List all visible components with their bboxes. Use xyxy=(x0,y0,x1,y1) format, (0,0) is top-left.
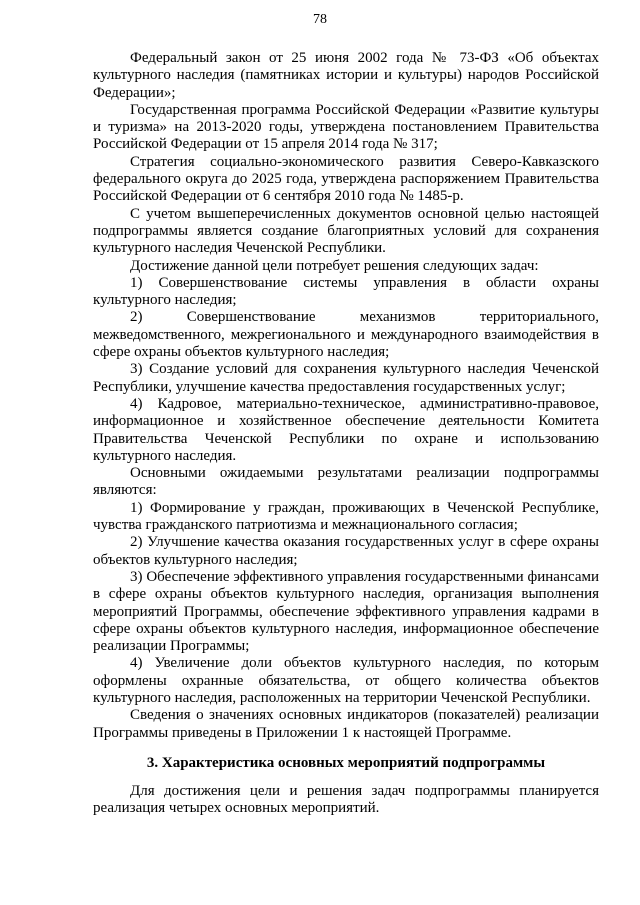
paragraph-main-activities: Для достижения цели и решения задач подпрограммы планируется реализация четырех основных мероприятий. xyxy=(93,783,599,817)
paragraph-tasks-intro: Достижение данной цели потребует решения следующих задач: xyxy=(130,257,539,274)
paragraph-result-2: 2) Улучшение качества оказания государственных услуг в сфере охраны объектов культурного наследия; xyxy=(93,534,599,568)
paragraph-task-4: 4) Кадровое, материально-техническое, административно-правовое, информационное и хозяйственное обеспечение деятельности Комитета Правительства Чеченской Республики по охране и использованию культурного наследия. xyxy=(93,395,599,464)
paragraph-result-3: 3) Обеспечение эффективного управления государственными финансами в сфере охраны объектов культурного наследия, организация выполнения мероприятий Программы, обеспечение эффективного управления кадрами в сфере охраны объектов культурного наследия, информационное обеспечение реализации Программы; xyxy=(93,568,599,655)
paragraph-result-1: 1) Формирование у граждан, проживающих в Чеченской Республике, чувства гражданского патриотизма и межнационального согласия; xyxy=(93,499,599,534)
paragraph-federal-law: Федеральный закон от 25 июня 2002 года № 73-ФЗ «Об объектах культурного наследия (памятниках истории и культуры) народов Российской Федерации»; xyxy=(93,50,599,101)
paragraph-indicators: Сведения о значениях основных индикаторов (показателей) реализации Программы приведены в Приложении 1 к настоящей Программе. xyxy=(93,707,599,741)
document-body xyxy=(93,50,599,818)
paragraph-main-goal: С учетом вышеперечисленных документов основной целью настоящей подпрограммы является создание благоприятных условий для сохранения культурного наследия Чеченской Республики. xyxy=(93,205,599,257)
paragraph-state-program: Государственная программа Российской Федерации «Развитие культуры и туризма» на 2013-2020 годы, утверждена постановлением Правительства Российской Федерации от 15 апреля 2014 года № 317; xyxy=(93,101,599,153)
page-number: 78 xyxy=(313,12,327,27)
paragraph-task-3: 3) Создание условий для сохранения культурного наследия Чеченской Республики, улучшение качества предоставления государственных услуг; xyxy=(93,361,599,395)
paragraph-task-1: 1) Совершенствование системы управления в области охраны культурного наследия; xyxy=(93,274,599,309)
section-heading: 3. Характеристика основных мероприятий подпрограммы xyxy=(146,754,546,771)
paragraph-task-2: 2) Совершенствование механизмов территориального, межведомственного, межрегионального и международного взаимодействия в сфере охраны объектов культурного наследия; xyxy=(93,309,599,361)
paragraph-results-intro: Основными ожидаемыми результатами реализации подпрограммы являются: xyxy=(93,465,599,499)
paragraph-result-4: 4) Увеличение доли объектов культурного наследия, по которым оформлены охранные обязательства, от общего количества объектов культурного наследия, расположенных на территории Чеченской Республики. xyxy=(93,655,599,706)
paragraph-strategy: Стратегия социально-экономического развития Северо-Кавказского федерального округа до 2025 года, утверждена распоряжением Правительства Российской Федерации от 6 сентября 2010 года № 1485-р. xyxy=(93,153,599,205)
